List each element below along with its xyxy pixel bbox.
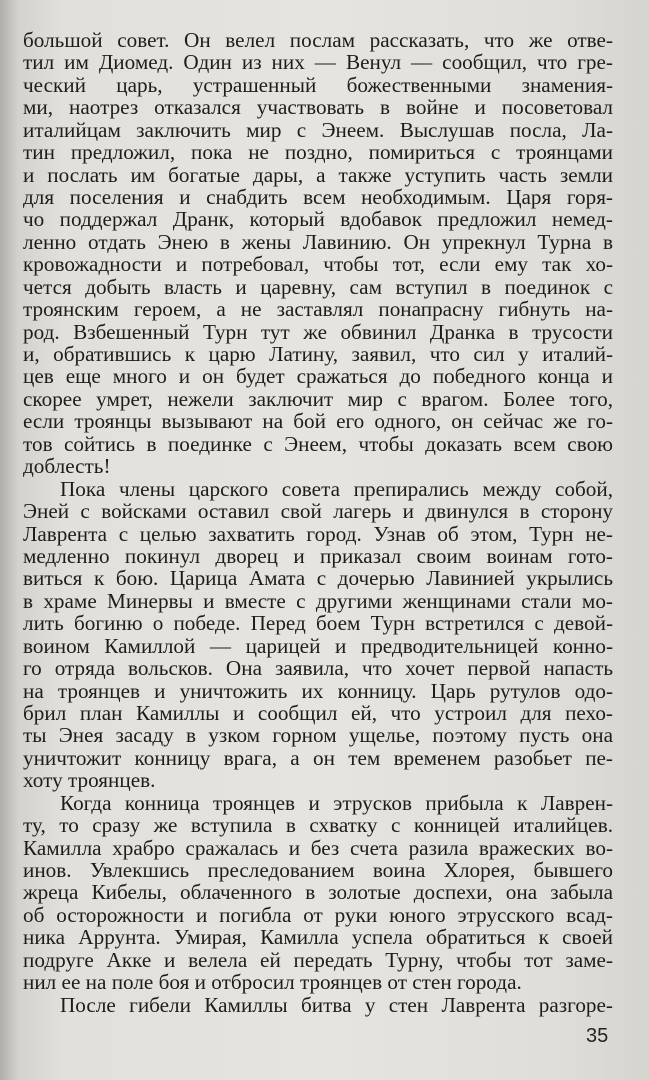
- text-line: большой совет. Он велел послам рассказать, что же отве-: [23, 28, 613, 52]
- text-line: тил им Диомед. Один из них — Венул — сообщил, что гре-: [23, 50, 613, 75]
- text-line: подруге Акке и велела ей передать Турну, чтобы тот заме-: [23, 947, 613, 972]
- text-line: нил ее на поле боя и отбросил троянцев от стен города.: [23, 970, 522, 995]
- text-line: Лаврента с целью захватить город. Узнав об этом, Турн не-: [23, 521, 613, 546]
- text-line: го отряда вольсков. Она заявила, что хочет первой напасть: [23, 656, 613, 681]
- text-line: и, обратившись к царю Латину, заявил, что сил у италий-: [23, 342, 613, 367]
- text-line: троянским героем, а не заставлял понапрасну гибнуть на-: [23, 297, 613, 322]
- text-line: кровожадности и потребовал, чтобы тот, если ему так хо-: [23, 252, 613, 277]
- text-line: для поселения и снабдить всем необходимым. Царя горя-: [23, 185, 613, 210]
- text-line: ника Аррунта. Умирая, Камилла успела обратиться к своей: [23, 925, 613, 950]
- text-line: если троянцы вызывают на бой его одного, он сейчас же го-: [23, 409, 613, 434]
- text-line: скорее умрет, нежели заключит мир с врагом. Более того,: [23, 386, 613, 411]
- paragraph-first-line: После гибели Камиллы битва у стен Лаврента разгоре-: [60, 992, 613, 1017]
- text-line: италийцам заключить мир с Энеем. Выслушав посла, Ла-: [23, 117, 613, 142]
- text-line: ленно отдать Энею в жены Лавинию. Он упрекнул Турна в: [23, 229, 613, 254]
- text-line: хоту троянцев.: [23, 768, 156, 793]
- text-line: медленно покинул дворец и приказал своим воинам гото-: [23, 543, 613, 568]
- text-line: род. Взбешенный Турн тут же обвинил Дранка в трусости: [23, 319, 613, 344]
- text-line: на троянцев и уничтожить их конницу. Царь рутулов одо-: [23, 678, 613, 703]
- text-line: инов. Увлекшись преследованием воина Хлорея, бывшего: [23, 857, 613, 882]
- text-line: ты Энея засаду в узком горном ущелье, поэтому пусть она: [23, 723, 613, 748]
- text-line: лить богиню о победе. Перед боем Турн встретился с девой-: [23, 611, 613, 636]
- text-line: об осторожности и погибла от руки юного этрусского всад-: [23, 902, 613, 927]
- text-line: ту, то сразу же вступила в схватку с конницей италийцев.: [23, 813, 613, 838]
- text-line: виться к бою. Царица Амата с дочерью Лавинией укрылись: [23, 566, 613, 591]
- text-line: чо поддержал Дранк, который вдобавок предложил немед-: [23, 207, 613, 232]
- text-line: брил план Камиллы и сообщил ей, что устроил для пехо-: [23, 700, 613, 725]
- text-line: тов сойтись в поединке с Энеем, чтобы доказать всем свою: [23, 431, 613, 456]
- text-line: доблесть!: [23, 454, 111, 479]
- text-line: тин предложил, пока не поздно, помириться с троянцами: [23, 140, 613, 165]
- text-line: Эней с войсками оставил свой лагерь и двинулся в сторону: [23, 499, 613, 524]
- paragraph-first-line: Пока члены царского совета препирались между собой,: [60, 476, 613, 501]
- text-line: и послать им богатые дары, а также уступить часть земли: [23, 162, 613, 187]
- paragraph-first-line: Когда конница троянцев и этрусков прибыла к Лаврен-: [60, 790, 613, 815]
- text-line: жреца Кибелы, облаченного в золотые доспехи, она забыла: [23, 880, 613, 905]
- text-line: уничтожит конницу врага, а он тем временем разобьет пе-: [23, 745, 613, 770]
- page-gutter-shadow: [0, 0, 18, 1080]
- text-line: чется добыть власть и царевну, сам вступил в поединок с: [23, 274, 613, 299]
- text-line: Камилла храбро сражалась и без счета разила вражеских во-: [23, 835, 613, 860]
- text-line: ми, наотрез отказался участвовать в войне и посоветовал: [23, 95, 613, 120]
- text-line: воином Камиллой — царицей и предводительницей конно-: [23, 633, 613, 658]
- page-number: 35: [586, 1025, 609, 1047]
- text-line: в храме Минервы и вместе с другими женщинами стали мо-: [23, 588, 613, 613]
- text-line: ческий царь, устрашенный божественными знамения-: [23, 72, 613, 97]
- text-line: цев еще много и он будет сражаться до победного конца и: [23, 364, 613, 389]
